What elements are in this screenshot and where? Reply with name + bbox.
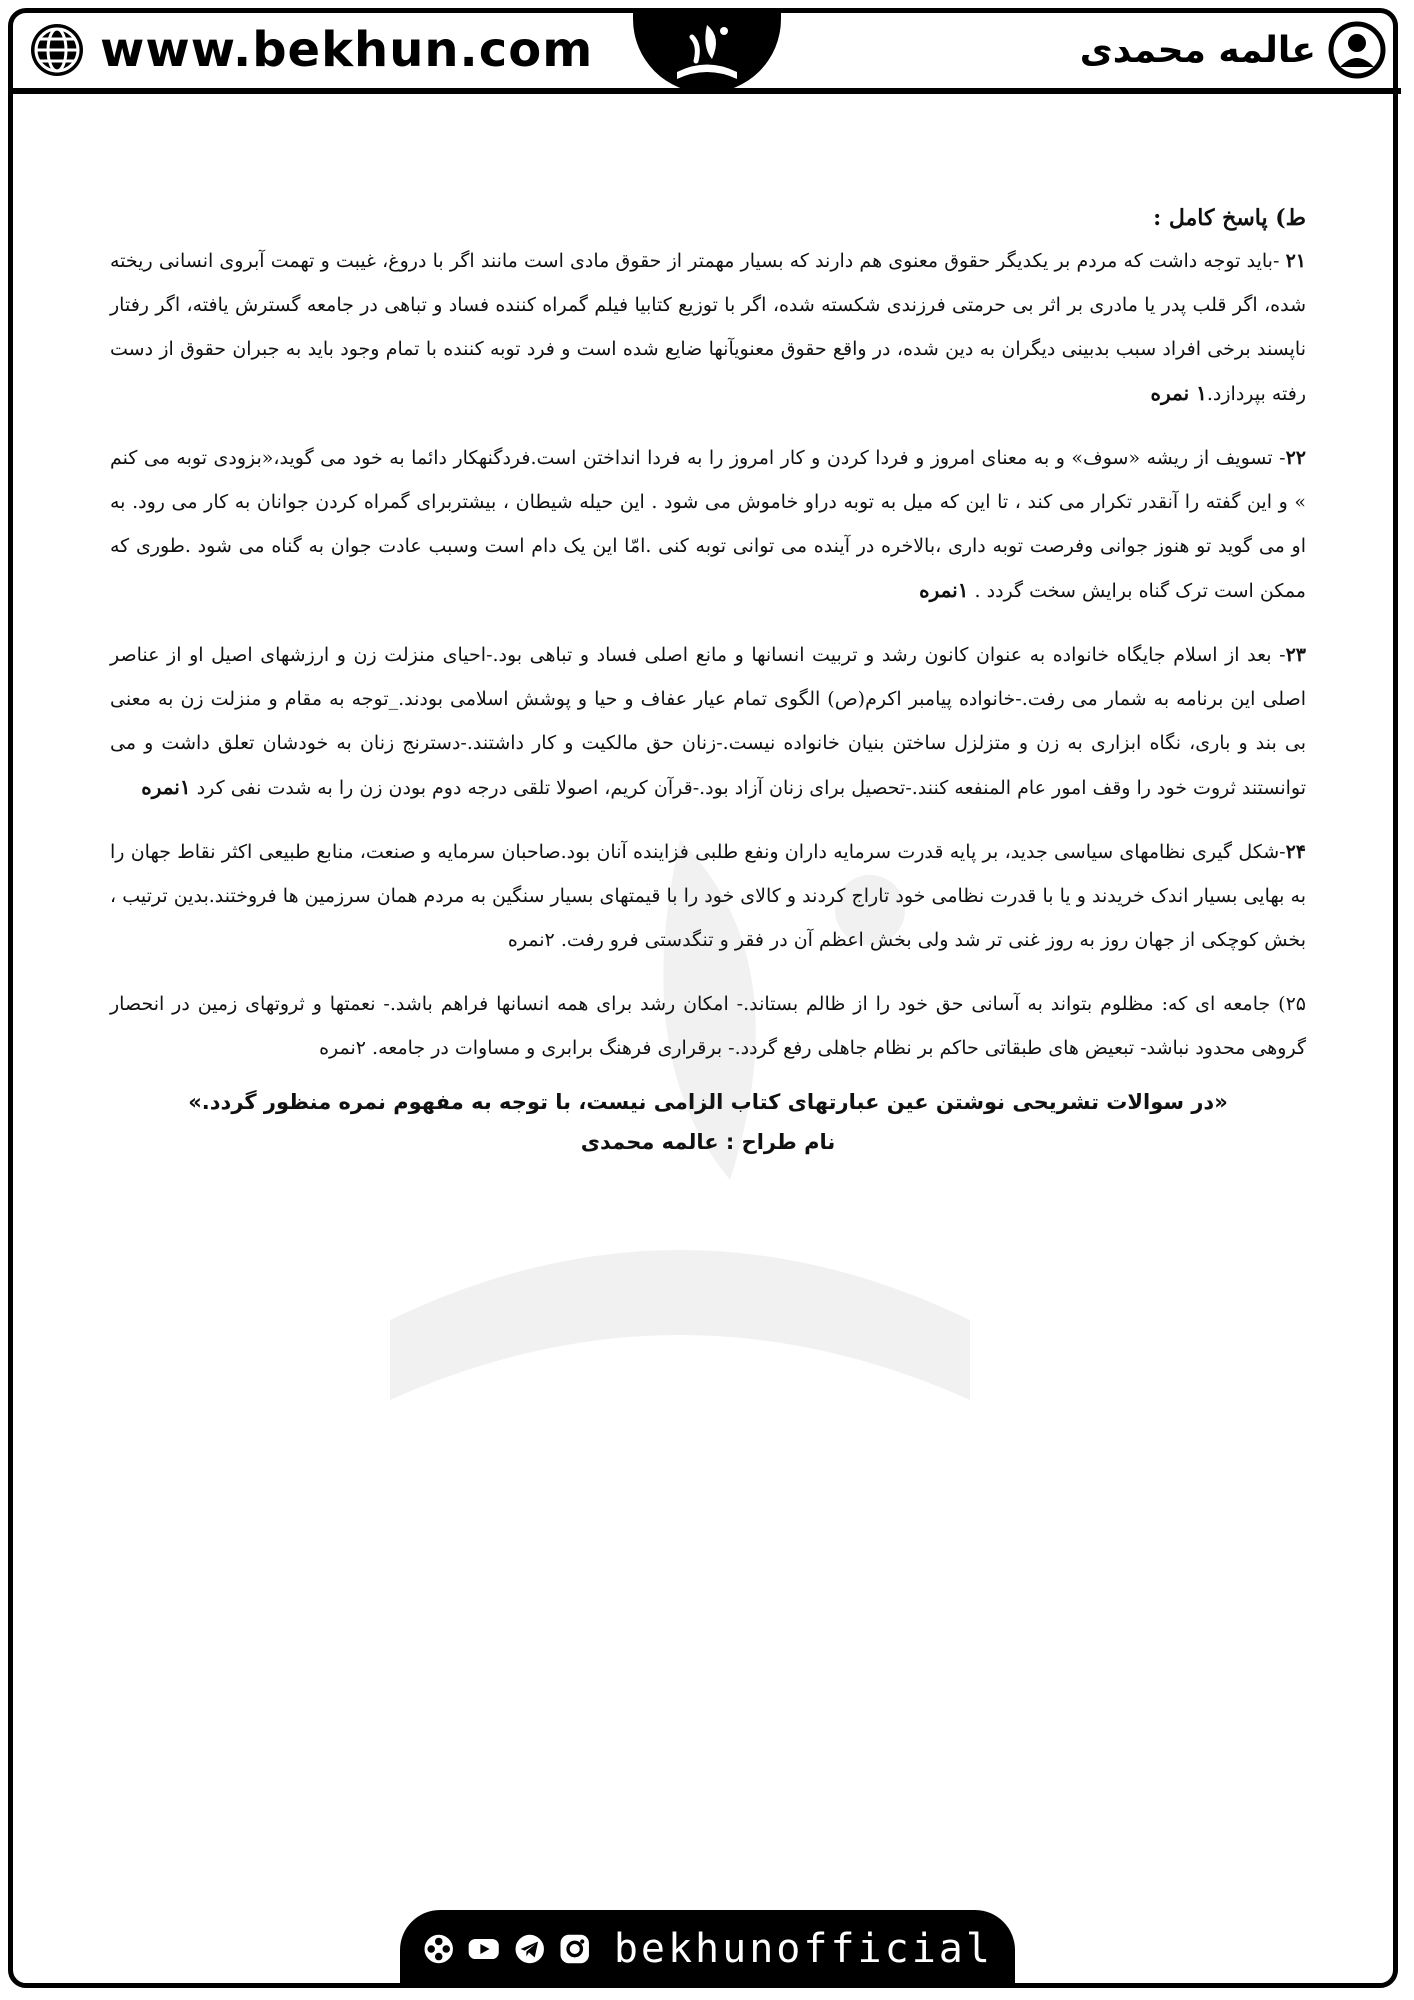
youtube-icon[interactable]: [467, 1929, 500, 1969]
social-footer: [400, 1910, 1015, 1988]
answer-number: ۲۱: [1285, 250, 1306, 272]
globe-icon: [28, 21, 86, 79]
answer-text: - بعد از اسلام جایگاه خانواده به عنوان کانون رشد و تربیت انسانها و مانع اصلی فساد و تباهی بود.-احیای منزلت زن و ارزشهای اصیل او از عناصر اصلی این برنامه به شمار می رفت.-خانواده پیامبر اکرم(ص) الگوی تمام عیار عفاف و حیا و پوشش اسلامی بودند._توجه به مقام و منزلت زن به معنی بی بند و باری، نگاه ابزاری به زن و متزلزل ساختن بنیان خانواده نیست.-زنان حق مالکیت و کار داشتند.-دسترنج زنان به خودشان تعلق داشت و می توانستند ثروت خود را وقف امور عام المنفعه کنند.-تحصیل برای زنان آزاد بود.-قرآن کریم، اصولا تلقی درجه دوم بودن زن را به شدت نفی کرد: [110, 644, 1306, 799]
answer-text: - تسویف از ریشه «سوف» و به معنای امروز و فردا کردن و کار امروز را به فردا انداختن است.فردگنهکار دائما به خود می گوید،«بزودی توبه می کنم » و این گفته را آنقدر تکرار می کند ، تا این که میل به توبه دراو خاموش می شود . این حیله شیطان ، بیشتربرای گمراه کردن جوانان به کار می رود. به او می گوید تو هنوز جوانی وفرصت توبه داری ،بالاخره در آینده می توانی توبه کنی .امّا این یک دام است وسبب عادت جوان به گناه می شود .طوری که ممکن است ترک گناه برایش سخت گردد .: [110, 447, 1306, 602]
answer-score: ۱نمره: [919, 578, 969, 602]
answer-number: ۲۵: [1285, 993, 1306, 1015]
logo-icon: [662, 17, 752, 89]
answer-item: [110, 436, 1306, 613]
answer-item: [110, 633, 1306, 810]
instagram-icon[interactable]: [558, 1929, 591, 1969]
answer-number: ۲۳: [1285, 644, 1306, 666]
site-url: www.bekhun.com: [100, 22, 594, 78]
designer-name: نام طراح : عالمه محمدی: [580, 1130, 836, 1154]
answer-text: ) جامعه ای که: مظلوم بتواند به آسانی حق خود را از ظالم بستاند.- امکان رشد برای همه انسانها فراهم باشد.- نعمتها و ثروتهای زمین در انحصار گروهی محدود نباشد- تبعیض های طبقاتی حاکم بر نظام جاهلی رفع گردد.- برقراری فرهنگ برابری و مساوات در جامعه.: [110, 993, 1306, 1059]
aparat-icon[interactable]: [422, 1929, 455, 1969]
social-handle[interactable]: bekhunofficial: [613, 1926, 993, 1972]
answer-number: ۲۴: [1285, 841, 1306, 863]
answer-score: ۲نمره: [319, 1037, 366, 1059]
answer-score: ۱نمره: [141, 775, 191, 799]
telegram-icon[interactable]: [513, 1929, 546, 1969]
author-badge: [1080, 18, 1386, 82]
answer-heading: ط) پاسخ کامل :: [1153, 205, 1306, 231]
grading-note: «در سوالات تشریحی نوشتن عین عبارتهای کتاب الزامی نیست، با توجه به مفهوم نمره منظور گردد.»: [188, 1090, 1228, 1114]
answer-item: [110, 239, 1306, 416]
answer-content: [110, 205, 1306, 1154]
site-link[interactable]: [28, 18, 593, 82]
answer-score: ۲نمره: [507, 929, 555, 951]
answer-score: ۱ نمره: [1150, 381, 1207, 405]
answer-text: -باید توجه داشت که مردم بر یکدیگر حقوق معنوی هم دارند که بسیار مهمتر از حقوق مادی است مانند اگر با دروغ، غیبت و تهمت آبروی انسانی ریخته شده، اگر قلب پدر یا مادری بر اثر بی حرمتی فرزندی شکسته شده، اگر با توزیع کتابیا فیلم گمراه کننده فساد و تباهی در جامعه گسترش یافته، اگر رفتار ناپسند برخی افراد سبب بدبینی دیگران به دین شده، در واقع حقوق معنویآنها ضایع شده است و فرد توبه کننده با تمام وجود باید به جبران حقوق از دست رفته بپردازد.: [110, 250, 1306, 405]
answer-item: [110, 982, 1306, 1070]
user-icon: [1328, 21, 1386, 79]
author-name: عالمه محمدی: [1079, 29, 1316, 71]
answer-item: [110, 830, 1306, 962]
answer-number: ۲۲: [1285, 447, 1306, 469]
answer-text: -شکل گیری نظامهای سیاسی جدید، بر پایه قدرت سرمایه داران ونفع طلبی فزاینده آنان بود.صاحبان سرمایه و صنعت، منابع طبیعی اکثر نقاط جهان را به بهایی بسیار اندک خریدند و یا با قدرت نظامی خود تاراج کردند و کالای خود را با قیمتهای بسیار سنگین به مردم همان سرزمین ها فروختند.بدین ترتیب ، بخش کوچکی از جهان روز به روز غنی تر شد ولی بخش اعظم آن در فقر و تنگدستی فرو رفت.: [110, 841, 1306, 951]
